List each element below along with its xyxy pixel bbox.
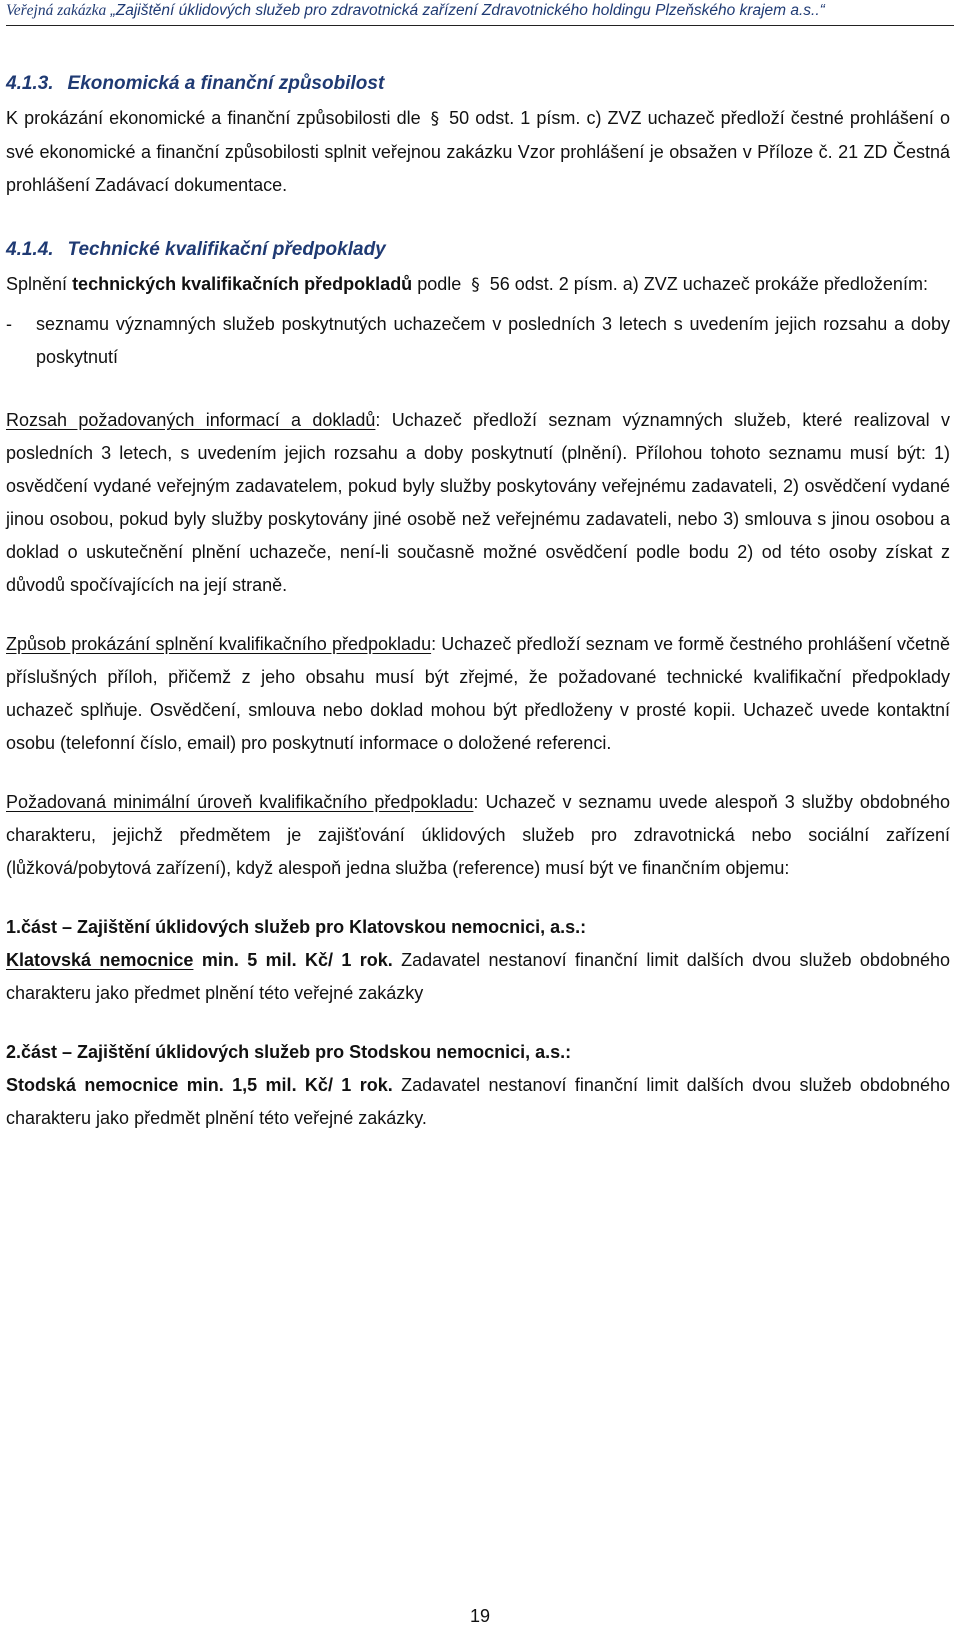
paragraph-part-1 <box>6 944 950 1010</box>
part-1-heading: 1.část – Zajištění úklidových služeb pro Klatovskou nemocnici, a.s.: <box>6 917 587 937</box>
header-prefix: Veřejná zakázka <box>6 2 107 19</box>
section-number: 4.1.3. <box>6 73 54 94</box>
section-heading-4-1-3 <box>6 66 950 102</box>
paragraph-method <box>6 628 950 760</box>
underlined-label: Způsob prokázání splnění kvalifikačního předpokladu <box>6 634 432 654</box>
part-2-heading: 2.část – Zajištění úklidových služeb pro Stodskou nemocnici, a.s.: <box>6 1042 572 1062</box>
section-sign: § <box>471 275 480 295</box>
header-title: „Zajištění úklidových služeb pro zdravotnická zařízení Zdravotnického holdingu Plzeňského krajem a.s..“ <box>106 2 825 19</box>
list-item-text: seznamu významných služeb poskytnutých uchazečem v posledních 3 letech s uvedením jejich rozsahu a doby poskytnutí <box>36 314 950 367</box>
list-item <box>6 308 950 374</box>
underlined-label: Požadovaná minimální úroveň kvalifikačního předpokladu <box>6 792 474 812</box>
text-run: : Uchazeč předloží seznam významných služeb, které realizoval v posledních 3 letech, s uvedením jejich rozsahu a doby poskytnutí (plnění). Přílohou tohoto seznamu musí být: 1) osvědčení vydané veřejným zadavatelem, pokud byly služby poskytovány veřejnému zadavateli, 2) osvědčení vydané jinou osobou, pokud byly služby poskytovány jiné osobě než veřejnému zadavateli, nebo 3) smlouva s jinou osobou a doklad o uskutečnění plnění uchazeče, není-li současně možné osvědčení podle bodu 2) od této osoby získat z důvodů spočívajících na její straně. <box>6 410 950 595</box>
paragraph-economic-capacity <box>6 102 950 202</box>
bold-text: min. 5 mil. Kč/ 1 rok. <box>193 950 393 970</box>
document-body <box>6 66 950 1135</box>
paragraph-part-2 <box>6 1069 950 1135</box>
text-run: : Uchazeč v seznamu uvede alespoň 3 služby obdobného charakteru, jejichž předmětem je zajišťování úklidových služeb pro zdravotnická nebo sociální zařízení (lůžková/pobytová zařízení), když alespoň jedna služba (reference) musí být ve finančním objemu: <box>6 792 950 878</box>
bullet-dash: - <box>6 314 12 334</box>
page-header <box>6 2 954 26</box>
section-heading-4-1-4 <box>6 232 950 268</box>
section-title: Ekonomická a finanční způsobilost <box>67 73 385 94</box>
bold-text: Stodská nemocnice min. 1,5 mil. Kč/ 1 rok. <box>6 1075 393 1095</box>
section-sign: § <box>430 109 440 129</box>
text-run: 50 odst. 1 písm. c) ZVZ uchazeč předloží čestné prohlášení o své ekonomické a finanční způsobilosti splnit veřejnou zakázku Vzor prohlášení je obsažen v Příloze č. 21 ZD Čestná prohlášení Zadávací dokumentace. <box>6 108 951 195</box>
section-title: Technické kvalifikační předpoklady <box>67 239 386 260</box>
paragraph-minimum-level <box>6 786 950 885</box>
underlined-label: Rozsah požadovaných informací a dokladů <box>6 410 376 430</box>
text-run: Zadavatel nestanoví finanční limit dalších dvou služeb obdobného charakteru jako předmet plnění této veřejné zakázky <box>6 950 951 1003</box>
section-number: 4.1.4. <box>6 239 54 260</box>
bold-text: technických kvalifikačních předpokladů <box>72 274 413 294</box>
text-run: Zadavatel nestanoví finanční limit dalších dvou služeb obdobného charakteru jako předmět plnění této veřejné zakázky. <box>6 1075 950 1128</box>
paragraph-scope <box>6 404 950 602</box>
text-run: podle <box>412 274 462 294</box>
page-number: 19 <box>469 1606 491 1626</box>
bold-underlined-text: Klatovská nemocnice <box>6 950 194 970</box>
text-run: Splnění <box>6 274 73 294</box>
text-run: : Uchazeč předloží seznam ve formě čestného prohlášení včetně příslušných příloh, přičemž z jeho obsahu musí být zřejmé, že požadované technické kvalifikační předpoklady uchazeč splňuje. Osvědčení, smlouva nebo doklad mohou být předloženy v prosté kopii. Uchazeč uvede kontaktní osobu (telefonní číslo, email) pro poskytnutí informace o doložené referenci. <box>6 634 951 753</box>
text-run: K prokázání ekonomické a finanční způsobilosti dle <box>6 108 421 128</box>
paragraph-technical-intro <box>6 268 950 302</box>
text-run: 56 odst. 2 písm. a) ZVZ uchazeč prokáže předložením: <box>489 274 928 294</box>
